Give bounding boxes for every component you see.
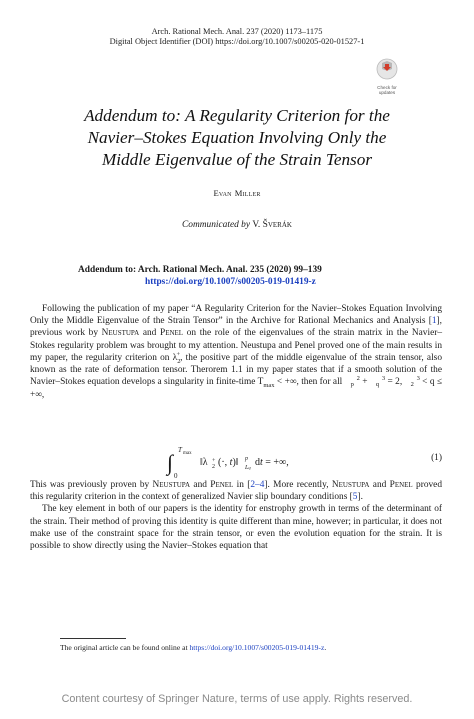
author-name: Penel [389, 480, 413, 490]
title-line-1: Addendum to: A Regularity Criterion for the [84, 106, 390, 125]
communicated-prefix: Communicated by [182, 220, 251, 230]
addendum-reference [78, 264, 418, 288]
p1-text-d: on the role of the eigenvalues of the strain matrix in the Navier–Stokes regularity problem was brought to my attention. Neustupa and Penel proved one of the main results in my paper, the regularity criterion on λ [30, 328, 442, 363]
p2-text-g: ]. [357, 492, 363, 503]
p2-text-f: proved this regularity criterion in the context of generalized Navier slip boundary conditions [ [30, 480, 442, 503]
author-name: Penel [210, 480, 234, 490]
author-name: Neustupa [331, 480, 370, 490]
addendum-doi-link[interactable]: https://doi.org/10.1007/s00205-019-01419-z [145, 277, 316, 287]
journal-line: Arch. Rational Mech. Anal. 237 (2020) 1173–1175 [151, 27, 323, 36]
courtesy-notice: Content courtesy of Springer Nature, terms of use apply. Rights reserved. [61, 693, 413, 705]
p1-text-a: Following the publication of my paper “A Regularity Criterion for the Navier–Stokes Equation Involving Only the Middle Eigenvalue of the Strain Tensor” in the Archive for Rational Mechanics and Analysis [ [30, 304, 442, 327]
addendum-label: Addendum to: Arch. Rational Mech. Anal. 235 (2020) 99–139 [78, 265, 322, 275]
equation-1 [30, 440, 442, 480]
svg-text:‖λ: ‖λ [200, 457, 208, 468]
p1-text-e: , the positive part of the middle eigenvalue of the strain tensor, also known as the rate of deformation tensor. Therorem 1.1 in my paper states that if a smooth solution of the Navier–Stokes equation develops a singularity in finite-time T [30, 352, 442, 388]
author-name: Neustupa [152, 480, 191, 490]
p2-text-e: and [369, 480, 390, 490]
p2-text-d: ]. More recently, [264, 480, 332, 490]
p1-text-c: and [139, 328, 160, 339]
citation-link[interactable]: 1 [431, 316, 437, 327]
p2-text-c: in [ [233, 480, 251, 490]
svg-text:(·, t)‖: (·, t)‖ [218, 457, 239, 468]
p2-text-b: and [190, 480, 211, 490]
p1-text-g: = 2, [385, 377, 405, 388]
doi-line: Digital Object Identifier (DOI) https://doi.org/10.1007/s00205-020-01527-1 [109, 37, 365, 46]
p1-text-b: ], previous work by [30, 316, 442, 339]
title-line-3: Middle Eigenvalue of the Strain Tensor [101, 150, 373, 169]
equation-graphic [30, 440, 442, 480]
communicator-name: V. Šverák [252, 220, 292, 230]
equation-number: (1) [431, 453, 442, 463]
author-name: Neustupa [101, 328, 140, 339]
body-paragraph-3: The key element in both of our papers is the identity for enstrophy growth in terms of the determinant of the strain. Their method of proving this identity is quite different than mine, however; in particular, it does not make use of the constraint space for the strain tensor, or even the evolution equation for the strain. It is possible to show directly using the Navier–Stokes equation that [30, 504, 442, 552]
svg-text:0: 0 [174, 472, 178, 480]
paper-title [0, 105, 474, 171]
footnote [60, 643, 440, 653]
svg-text:∫: ∫ [167, 450, 174, 475]
footnote-rule [60, 638, 126, 639]
citation-link[interactable]: 5 [352, 492, 358, 503]
body-paragraph-2 [30, 479, 442, 552]
check-for-updates-label: Check for updates [377, 85, 397, 95]
body-paragraph-1: Following the publication of my paper “A Regularity Criterion for the Navier–Stokes Equation Involving Only the Middle Eigenvalue of the Strain Tensor” in the Archive for Rational Mechanics and Analysis [1], previous work by Neustupa and Penel on the role of the eigenvalues of the strain matrix in the Navier–Stokes regularity problem was brought to my attention. Neustupa and Penel proved one of the main results in my paper, the regularity criterion on $\lambda_2^+$, the positive part of the middle eigenvalue of the strain tensor, also known as the rate of deformation tensor. Therorem 1.1 in my paper states that if a smooth solution of the Navier–Stokes equation develops a singularity in finite-time $T_{max}$ < +∞, then for all 2 p + 3 q = 2, 3 2 < q ≤ +∞, [30, 304, 442, 400]
footnote-end: . [324, 643, 327, 652]
author-last-name: Miller [234, 188, 261, 198]
svg-text:T: T [178, 446, 182, 454]
footnote-text: The original article can be found online at [60, 643, 190, 652]
author-name: Penel [160, 328, 184, 339]
author-first-name: Evan [213, 188, 232, 198]
svg-text:2: 2 [212, 464, 215, 470]
communicated-by [0, 220, 474, 230]
svg-text:max: max [183, 451, 192, 456]
citation-link[interactable]: 2–4 [250, 480, 265, 490]
p2-text-a: This was previously proven by [30, 480, 153, 490]
svg-text:dt = +∞,: dt = +∞, [255, 457, 289, 468]
author [0, 187, 474, 199]
check-for-updates-icon [376, 58, 398, 80]
p1-text-h: < q ≤ +∞, [30, 377, 442, 400]
check-for-updates-badge[interactable] [372, 58, 402, 94]
p1-text-f: < +∞, then for all [274, 377, 345, 388]
svg-text:Lq: Lq [245, 465, 251, 471]
title-line-2: Navier–Stokes Equation Involving Only the [87, 128, 387, 147]
svg-text:p: p [245, 456, 248, 462]
tmax-subscript: max [263, 382, 275, 390]
footnote-link[interactable]: https://doi.org/10.1007/s00205-019-01419-z [189, 643, 325, 652]
svg-text:+: + [212, 458, 216, 464]
